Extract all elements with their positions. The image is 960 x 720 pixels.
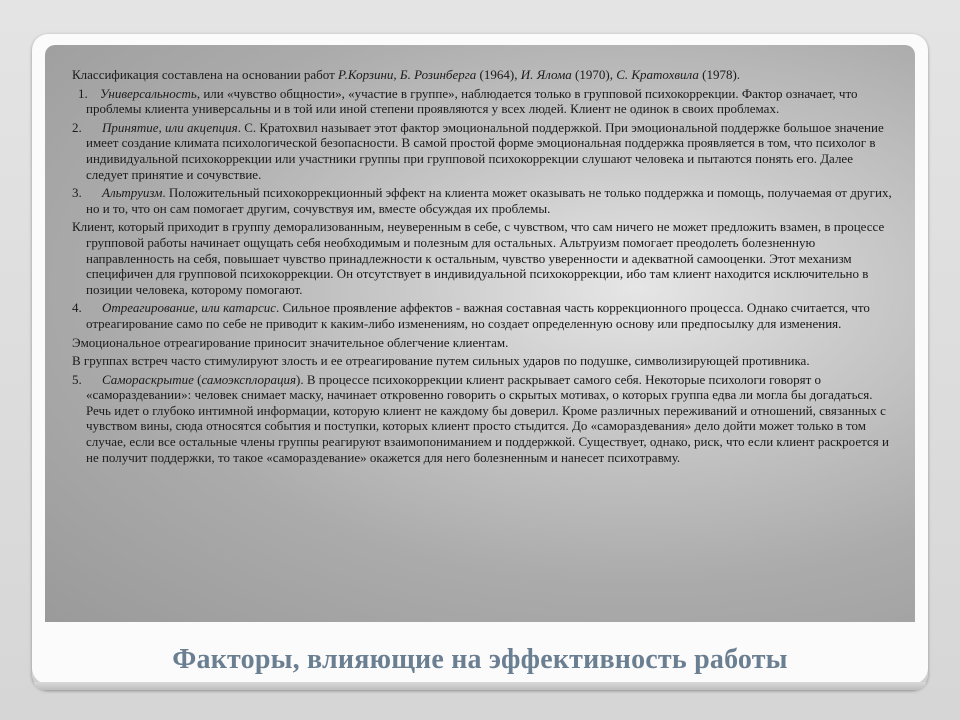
encounter-groups-paragraph [72,353,898,369]
factor-5-paren-open: ( [193,371,202,387]
factor-5-number: 5. [72,371,82,387]
factor-4-name: Отреагирование, или катарсис [102,300,276,316]
slide-bottom-edge [34,682,926,690]
catharsis-relief-text: Эмоциональное отреагирование приносит значительное облегчение клиентам. [72,334,509,350]
factor-2-name: Принятие, или акцепция [102,119,238,135]
intro-year-2: (1970), [571,67,617,82]
catharsis-relief-paragraph [72,335,898,351]
factor-5-text: ). В процессе психокоррекции клиент раскрывает самого себя. Некоторые психологи говорят о «самораздевании»: человек снимает маску, начинает откровенно говорить о скрытых мотивах, о которых группа едва ли могла бы догадаться. Речь идет о глубоко интимной информации, которую клиент не каждому бы доверил. Кроме различных переживаний и отношений, связанных с чувством вины, сюда относятся события и поступки, которых клиент просто стыдится. До «самораздевания» дело дойти может только в том случае, если все остальные члены группы реагируют взаимопониманием и поддержкой. Существует, однако, риск, что если клиент раскроется и не получит поддержки, то такое «самораздевание» окажется для него болезненным и нанесет психотравму. [86,371,889,465]
factor-3-text: . Положительный психокоррекционный эффект на клиента может оказывать не только поддержка и помощь, получаемая от других, но и то, что он сам помогает другим, сочувствуя им, вместе обсуждая их проблемы. [86,185,892,216]
altruism-detail-text: Клиент, который приходит в группу деморализованным, неуверенным в себе, с чувством, что сам ничего не может предложить взамен, в процессе групповой работы начинает ощущать себя необходимым и полезным для остальных. Альтруизм помогает преодолеть болезненную направленность на себя, повышает чувство принадлежности к остальным, чувство уверенности и адекватной самооценки. Этот механизм специфичен для групповой психокоррекции. Он отсутствует в индивидуальной психокоррекции, ибо там клиент находится исключительно в позиции человека, которому помогают. [72,219,885,297]
slide-title: Факторы, влияющие на эффективность работы [172,644,788,675]
factor-4-text: . Сильное проявление аффектов - важная составная часть коррекционного процесса. Однако считается, что отреагирование само по себе не приводит к каким-либо изменениям, но создает определенную основу или предпосылку для изменения. [86,300,870,331]
intro-lead: Классификация составлена на основании работ [72,67,339,82]
factor-3-name: Альтруизм [102,185,163,201]
factor-4-paragraph [72,300,898,331]
factor-3-paragraph [72,185,898,216]
factor-1-text: , или «чувство общности», «участие в группе», наблюдается только в групповой психокоррекции. Фактор означает, что проблемы клиента универсальны и в той или иной степени проявляются у всех людей. Клиент не одинок в своих проблемах. [86,85,858,117]
factor-5-paragraph [72,372,898,466]
intro-year-1: (1964), [476,67,521,82]
factor-1-name: Универсальность [100,85,197,101]
body-text [72,67,898,468]
factor-1-number: 1. [78,85,88,101]
factor-2-number: 2. [72,119,82,135]
content-panel [45,45,915,622]
intro-authors-2: И. Ялома [520,67,572,82]
intro-paragraph [72,67,898,83]
factor-5-name: Самораскрытие [102,371,194,387]
factor-3-number: 3. [72,185,82,201]
intro-authors-3: С. Кратохвила [616,67,699,82]
encounter-groups-text: В группах встреч часто стимулируют злость и ее отреагирование путем сильных ударов по подушке, символизирующей противника. [72,353,810,369]
factor-2-text: . С. Кратохвил называет этот фактор эмоциональной поддержкой. При эмоциональной поддержке большое значение имеет создание климата психологической безопасности. В самой простой форме эмоциональная поддержка проявляется в том, что психолог в индивидуальной психокоррекции или участники группы при групповой психокоррекции слушают человека и пытаются понять его. Далее следует принятие и сочувствие. [86,119,884,182]
factor-5-alt-name: самоэксплорация [201,371,296,387]
intro-year-3: (1978). [698,67,741,82]
factor-1-paragraph [72,86,898,117]
intro-authors-1: Р.Корзини, Б. Розинберга [338,67,477,82]
factor-4-number: 4. [72,300,82,316]
altruism-detail-paragraph [72,219,898,297]
factor-2-paragraph [72,120,898,182]
